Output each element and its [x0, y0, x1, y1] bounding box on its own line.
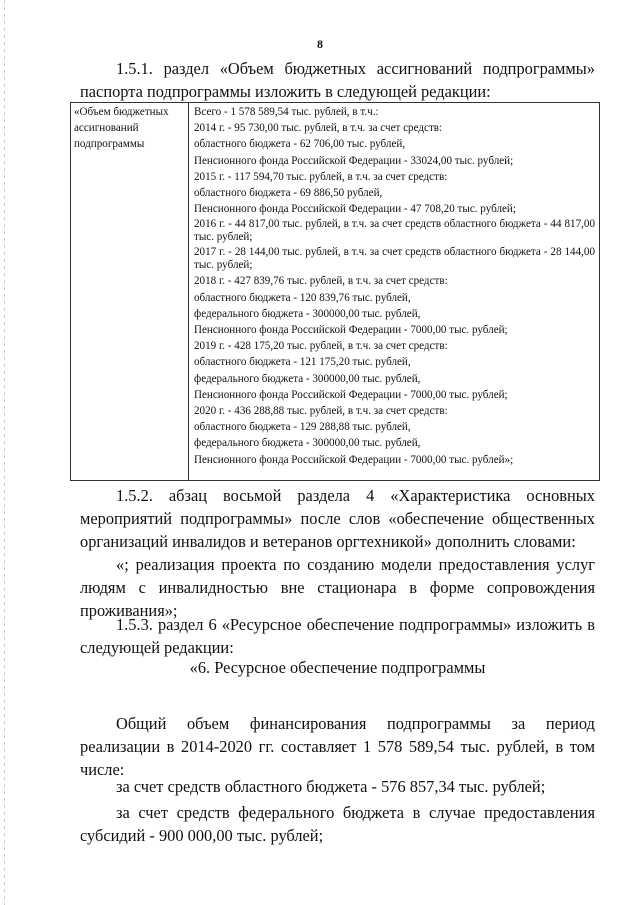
- table-row-2015-pension: Пенсионного фонда Российской Федерации - 47 708,20 тыс. рублей;: [194, 203, 516, 216]
- table-row-2019: 2019 г. - 428 175,20 тыс. рублей, в т.ч. за счет средств:: [194, 340, 448, 353]
- section-1-5-3-line-2: следующей редакции:: [80, 638, 234, 657]
- table-row-2020: 2020 г. - 436 288,88 тыс. рублей, в т.ч. за счет средств:: [194, 405, 448, 418]
- section-1-5-2-line-1: 1.5.2. абзац восьмой раздела 4 «Характеристика основных: [116, 486, 595, 505]
- table-row-2015: 2015 г. - 117 594,70 тыс. рублей, в т.ч. за счет средств:: [194, 170, 448, 183]
- quote-line-2: людям с инвалидностью вне стационара в форме сопровождения: [80, 578, 595, 597]
- section-1-5-1-line-2: паспорта подпрограммы изложить в следующей редакции:: [80, 82, 491, 101]
- funding-line-1: Общий объем финансирования подпрограммы за период: [116, 714, 595, 733]
- scan-edge-line: [4, 0, 5, 905]
- section-1-5-2-line-2: мероприятий подпрограммы» после слов «обеспечение общественных: [80, 509, 595, 528]
- table-row-2017: 2017 г. - 28 144,00 тыс. рублей, в т.ч. за счет средств областного бюджета - 28 144,00 тыс. рублей;: [194, 246, 595, 271]
- section-1-5-2: [80, 484, 595, 622]
- table-row-2019-pension: Пенсионного фонда Российской Федерации - 7000,00 тыс. рублей;: [194, 388, 508, 401]
- table-row-2015-regional: областного бюджета - 69 886,50 рублей,: [194, 187, 383, 200]
- funding-federal-line-1: за счет средств федерального бюджета в случае предоставления: [116, 803, 595, 822]
- section-1-5-3: [80, 613, 595, 659]
- table-row-total: Всего - 1 578 589,54 тыс. рублей, в т.ч.:: [194, 106, 379, 118]
- funding-regional-line: за счет средств областного бюджета - 576 857,34 тыс. рублей;: [116, 777, 546, 796]
- table-row-2019-regional: областного бюджета - 121 175,20 тыс. рублей,: [194, 356, 411, 369]
- funding-regional: [80, 775, 595, 798]
- table-label-line-1: «Объем бюджетных: [74, 106, 169, 118]
- section-1-5-2-line-3: организаций инвалидов и ветеранов оргтехникой» дополнить словами:: [80, 532, 576, 551]
- section-1-5-1-line-1: 1.5.1. раздел «Объем бюджетных ассигнований подпрограммы»: [116, 59, 595, 78]
- table-row-2020-pension: Пенсионного фонда Российской Федерации - 7000,00 тыс. рублей»;: [194, 453, 514, 466]
- table-label-line-3: подпрограммы: [74, 138, 145, 151]
- budget-allocation-table: [70, 102, 600, 481]
- quote-line-3: проживания»;: [80, 601, 178, 620]
- page-number: 8: [317, 37, 323, 51]
- table-row-2018-pension: Пенсионного фонда Российской Федерации - 7000,00 тыс. рублей;: [194, 324, 508, 337]
- quote-line-1: «; реализация проекта по созданию модели предоставления услуг: [116, 555, 595, 574]
- table-row-2020-federal: федерального бюджета - 300000,00 тыс. рублей,: [194, 437, 421, 450]
- table-label-line-2: ассигнований: [74, 122, 139, 135]
- table-row-2018-regional: областного бюджета - 120 839,76 тыс. рублей,: [194, 291, 411, 304]
- section-1-5-3-line-1: 1.5.3. раздел 6 «Ресурсное обеспечение подпрограммы» изложить в: [116, 615, 595, 634]
- table-row-2018-federal: федерального бюджета - 300000,00 тыс. рублей,: [194, 307, 421, 320]
- table-value-cell: [189, 103, 599, 480]
- table-row-2014-regional: областного бюджета - 62 706,00 тыс. рублей,: [194, 138, 406, 151]
- table-row-2014: 2014 г. - 95 730,00 тыс. рублей, в т.ч. за счет средств:: [194, 122, 443, 135]
- funding-line-3: числе:: [80, 760, 125, 779]
- section-1-5-1: [80, 57, 595, 103]
- table-row-2019-federal: федерального бюджета - 300000,00 тыс. рублей,: [194, 372, 421, 385]
- table-row-2018: 2018 г. - 427 839,76 тыс. рублей, в т.ч. за счет средств:: [194, 275, 448, 288]
- funding-paragraph: [80, 712, 595, 781]
- section-6-heading: «6. Ресурсное обеспечение подпрограммы: [189, 658, 486, 677]
- table-row-2016: 2016 г. - 44 817,00 тыс. рублей, в т.ч. за счет средств областного бюджета - 44 817,00 тыс. рублей;: [194, 218, 595, 243]
- table-label-cell: [71, 103, 189, 480]
- funding-line-2: реализации в 2014-2020 гг. составляет 1 578 589,54 тыс. рублей, в том: [80, 737, 595, 756]
- table-row-2020-regional: областного бюджета - 129 288,88 тыс. рублей,: [194, 421, 411, 434]
- table-row-2014-pension: Пенсионного фонда Российской Федерации - 33024,00 тыс. рублей;: [194, 154, 514, 167]
- funding-federal: [80, 801, 595, 847]
- funding-federal-line-2: субсидий - 900 000,00 тыс. рублей;: [80, 826, 324, 845]
